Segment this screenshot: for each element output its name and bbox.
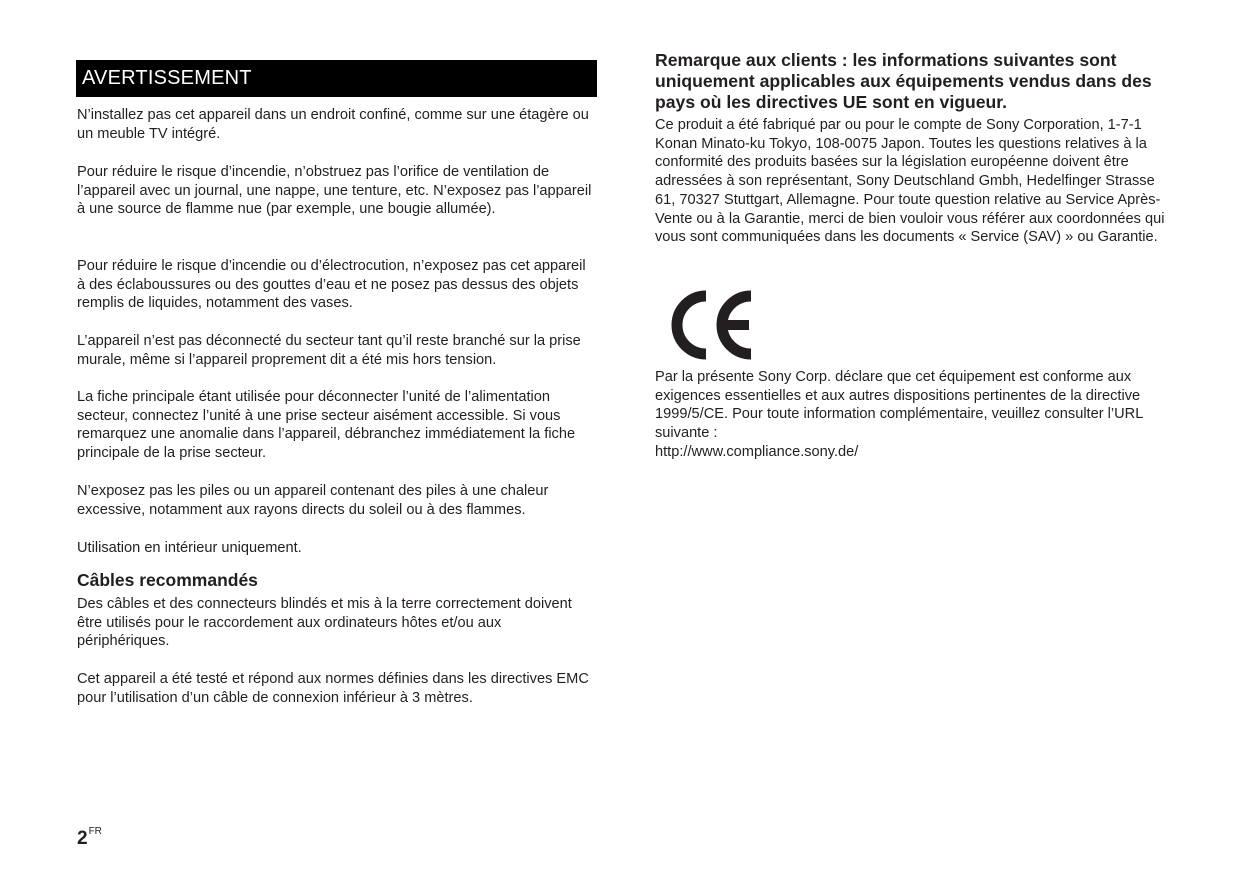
paragraph-disconnect: L’appareil n’est pas déconnecté du secteur tant qu’il reste branché sur la prise murale, même si l’appareil proprement dit a été mis hors tension. xyxy=(77,333,581,368)
paragraph-ventilation: Pour réduire le risque d’incendie, n’obstruez pas l’orifice de ventilation de l’appareil avec un journal, une nappe, une tenture, etc. N’exposez pas l’appareil à une source de flamme nue (par exemple, une bougie allumée). xyxy=(77,164,592,218)
paragraph-installation: N’installez pas cet appareil dans un endroit confiné, comme sur une étagère ou un meuble TV intégré. xyxy=(77,107,589,142)
paragraph-batteries: N’exposez pas les piles ou un appareil contenant des piles à une chaleur excessive, notamment aux rayons directs du soleil ou à des flammes. xyxy=(77,483,549,518)
paragraph-main-plug: La fiche principale étant utilisée pour déconnecter l’unité de l’alimentation secteur, connectez l’unité à une prise secteur aisément accessible. Si vous remarquez une anomalie dans l’appareil, débranchez immédiatement la fiche principale de la prise secteur. xyxy=(77,389,576,462)
ce-mark-icon xyxy=(662,290,758,360)
cables-heading: Câbles recommandés xyxy=(77,570,258,590)
compliance-url: http://www.compliance.sony.de/ xyxy=(655,444,859,460)
page-number xyxy=(77,825,102,850)
page-language: FR xyxy=(88,825,102,837)
eu-notice-heading: Remarque aux clients : les informations suivantes sont uniquement applicables aux équipements vendus dans des pays où les directives UE sont en vigueur. xyxy=(655,50,1152,113)
paragraph-emc: Cet appareil a été testé et répond aux normes définies dans les directives EMC pour l’utilisation d’un câble de connexion inférieur à 3 mètres. xyxy=(77,671,589,706)
paragraph-water: Pour réduire le risque d’incendie ou d’électrocution, n’exposez pas cet appareil à des éclaboussures ou des gouttes d’eau et ne posez pas dessus des objets remplis de liquides, notamment des vases. xyxy=(77,258,586,312)
page-number-value: 2 xyxy=(77,828,88,849)
paragraph-declaration: Par la présente Sony Corp. déclare que cet équipement est conforme aux exigences essentielles et aux autres dispositions pertinentes de la directive 1999/5/CE. Pour toute information complémentaire, veuillez consulter l’URL suivante : xyxy=(655,369,1143,442)
paragraph-sony-representative: Ce produit a été fabriqué par ou pour le compte de Sony Corporation, 1-7-1 Konan Minato-ku Tokyo, 108-0075 Japon. Toutes les questions relatives à la conformité des produits basées sur la législation européenne doivent être adressées à son représentant, Sony Deutschland Gmbh, Hedelfinger Strasse 61, 70327 Stuttgart, Allemagne. Pour toute question relative au Service Après-Vente ou à la Garantie, merci de bien vouloir vous référer aux coordonnées qui vous sont communiquées dans les documents « Service (SAV) » ou Garantie. xyxy=(655,117,1165,246)
paragraph-cables: Des câbles et des connecteurs blindés et mis à la terre correctement doivent être utilisés pour le raccordement aux ordinateurs hôtes et/ou aux périphériques. xyxy=(77,596,572,650)
paragraph-indoor: Utilisation en intérieur uniquement. xyxy=(77,540,302,556)
warning-title: AVERTISSEMENT xyxy=(76,60,597,97)
